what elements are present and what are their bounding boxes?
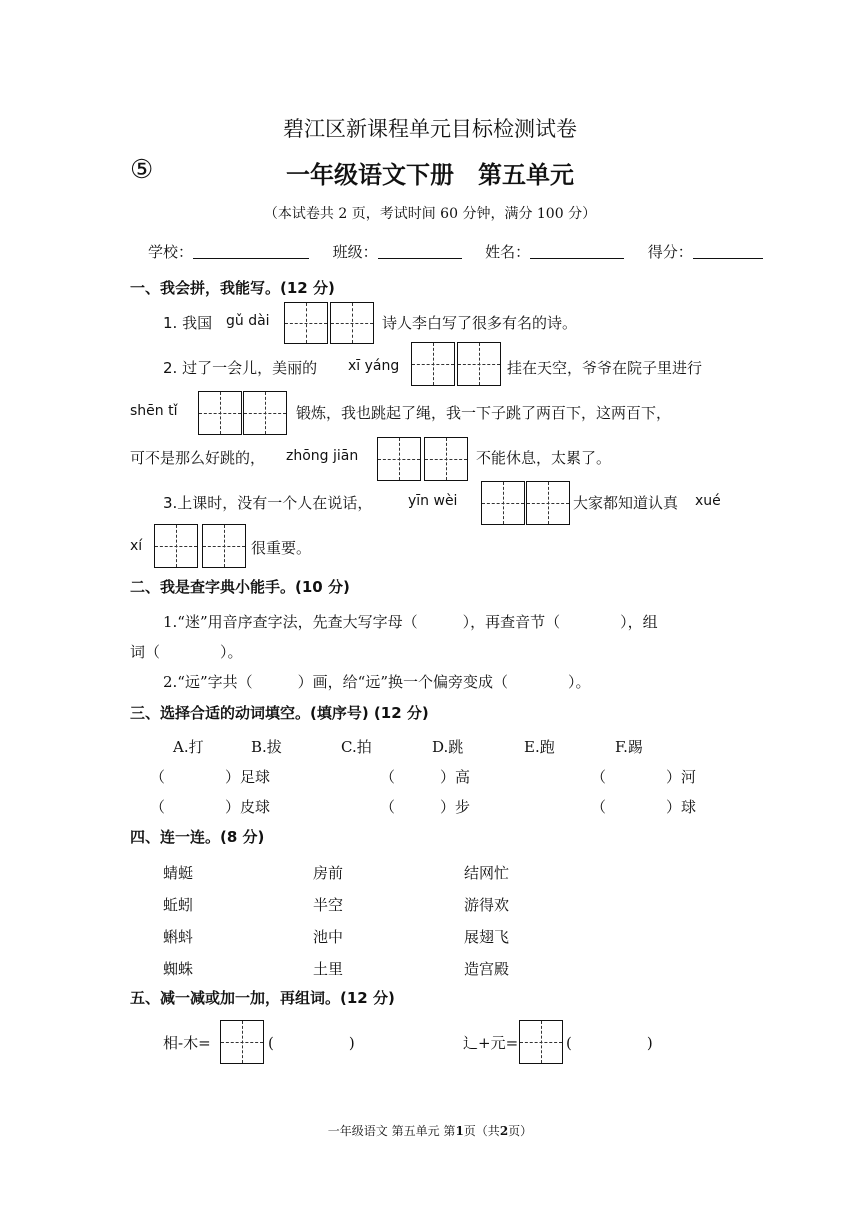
- footer-prefix: 一年级语文 第五单元 第: [327, 1124, 456, 1138]
- match-item-action[interactable]: 结网忙: [464, 864, 510, 882]
- section-1-title: 一、我会拼，我能写。(12 分): [130, 279, 335, 297]
- s5-paren-2[interactable]: ( ): [566, 1034, 653, 1052]
- page-footer: [0, 1122, 860, 1139]
- score-label: 得分：: [647, 243, 693, 261]
- writing-box[interactable]: [243, 391, 287, 435]
- footer-mid: 页（共: [463, 1124, 500, 1138]
- name-blank[interactable]: [530, 244, 624, 259]
- match-item-animal[interactable]: 蝌蚪: [163, 928, 194, 946]
- writing-box[interactable]: [154, 524, 198, 568]
- footer-page-number: 1: [455, 1124, 464, 1138]
- s1-q2-pinyin-2: shēn tǐ: [130, 403, 178, 419]
- s1-q3-text-c: 很重要。: [251, 539, 312, 557]
- match-item-place[interactable]: 房前: [313, 864, 344, 882]
- s2-line-3: 2.“远”字共（ ）画，给“远”换一个偏旁变成（ ）。: [163, 673, 591, 691]
- match-item-action[interactable]: 造宫殿: [464, 960, 510, 978]
- unit-number-mark: ⑤: [130, 155, 154, 185]
- s1-q2-pinyin-3: zhōng jiān: [286, 448, 359, 464]
- s1-q2-text-c: 锻炼，我也跳起了绳，我一下子跳了两百下，这两百下，: [296, 404, 672, 422]
- writing-box[interactable]: [424, 437, 468, 481]
- match-item-place[interactable]: 半空: [313, 896, 344, 914]
- s1-q2-text-e: 不能休息，太累了。: [476, 449, 612, 467]
- school-label: 学校：: [148, 243, 194, 261]
- match-item-animal[interactable]: 蜘蛛: [163, 960, 194, 978]
- match-item-place[interactable]: 池中: [313, 928, 344, 946]
- writing-box[interactable]: [411, 342, 455, 386]
- s3-option: E.跑: [524, 738, 555, 756]
- section-3-title: 三、选择合适的动词填空。(填序号) (12 分): [130, 704, 429, 722]
- s1-q3-pinyin-2: xué: [695, 493, 721, 509]
- s1-q2-text-b: 挂在天空，爷爷在院子里进行: [507, 359, 703, 377]
- writing-box[interactable]: [457, 342, 501, 386]
- s1-q3-pinyin: yīn wèi: [408, 493, 458, 509]
- s5-paren-1[interactable]: ( ): [268, 1034, 355, 1052]
- writing-box[interactable]: [330, 302, 374, 344]
- exam-title: 碧江区新课程单元目标检测试卷: [283, 117, 577, 141]
- footer-suffix: 页）: [508, 1124, 533, 1138]
- s3-blank-item[interactable]: （ ）步: [380, 798, 471, 816]
- school-blank[interactable]: [193, 244, 309, 259]
- s1-q3-pinyin-3: xí: [130, 538, 143, 554]
- exam-note: （本试卷共 2 页，考试时间 60 分钟，满分 100 分）: [263, 206, 597, 222]
- section-2-title: 二、我是查字典小能手。(10 分): [130, 578, 350, 596]
- writing-box[interactable]: [481, 481, 525, 525]
- section-5-title: 五、减一减或加一加，再组词。(12 分): [130, 989, 395, 1007]
- s2-line-2: 词（ ）。: [130, 643, 243, 661]
- student-info-row: [148, 241, 763, 262]
- class-blank[interactable]: [378, 244, 462, 259]
- writing-box[interactable]: [519, 1020, 563, 1064]
- match-item-place[interactable]: 土里: [313, 960, 344, 978]
- s1-q2-text-a: 2. 过了一会儿，美丽的: [163, 359, 318, 377]
- s1-q2-pinyin: xī yáng: [348, 358, 400, 374]
- s3-blank-item[interactable]: （ ）球: [591, 798, 697, 816]
- s3-blank-item[interactable]: （ ）河: [591, 768, 697, 786]
- name-label: 姓名：: [485, 243, 531, 261]
- writing-box[interactable]: [202, 524, 246, 568]
- writing-box[interactable]: [526, 481, 570, 525]
- s1-q3-text-b: 大家都知道认真: [573, 494, 679, 512]
- s3-option: C.拍: [341, 738, 372, 756]
- section-4-title: 四、连一连。(8 分): [130, 828, 265, 846]
- s3-option: D.跳: [432, 738, 464, 756]
- s5-expr-1: 相-木=: [163, 1034, 211, 1052]
- s1-q3-text-a: 3.上课时，没有一个人在说话，: [163, 494, 373, 512]
- s3-option: F.踢: [615, 738, 643, 756]
- exam-subtitle: 一年级语文下册 第五单元: [286, 161, 574, 189]
- s2-line-1: 1.“迷”用音序查字法，先查大写字母（ ），再查音节（ ），组: [163, 613, 658, 631]
- match-item-animal[interactable]: 蚯蚓: [163, 896, 194, 914]
- s3-blank-item[interactable]: （ ）皮球: [150, 798, 271, 816]
- footer-total-pages: 2: [499, 1124, 509, 1138]
- writing-box[interactable]: [220, 1020, 264, 1064]
- s5-expr-2: 辶+元=: [463, 1034, 519, 1052]
- s3-option: B.拔: [251, 738, 282, 756]
- class-label: 班级：: [332, 243, 378, 261]
- match-item-action[interactable]: 展翅飞: [464, 928, 510, 946]
- score-blank[interactable]: [693, 244, 763, 259]
- writing-box[interactable]: [377, 437, 421, 481]
- s3-option: A.打: [173, 738, 204, 756]
- s1-q1-pinyin: gǔ dài: [226, 313, 270, 329]
- match-item-action[interactable]: 游得欢: [464, 896, 510, 914]
- s1-q1-text-b: 诗人李白写了很多有名的诗。: [382, 314, 578, 332]
- s1-q2-text-d: 可不是那么好跳的，: [130, 449, 266, 467]
- s3-blank-item[interactable]: （ ）足球: [150, 768, 271, 786]
- writing-box[interactable]: [198, 391, 242, 435]
- match-item-animal[interactable]: 蜻蜓: [163, 864, 194, 882]
- s3-blank-item[interactable]: （ ）高: [380, 768, 471, 786]
- writing-box[interactable]: [284, 302, 328, 344]
- s1-q1-text-a: 1. 我国: [163, 314, 213, 332]
